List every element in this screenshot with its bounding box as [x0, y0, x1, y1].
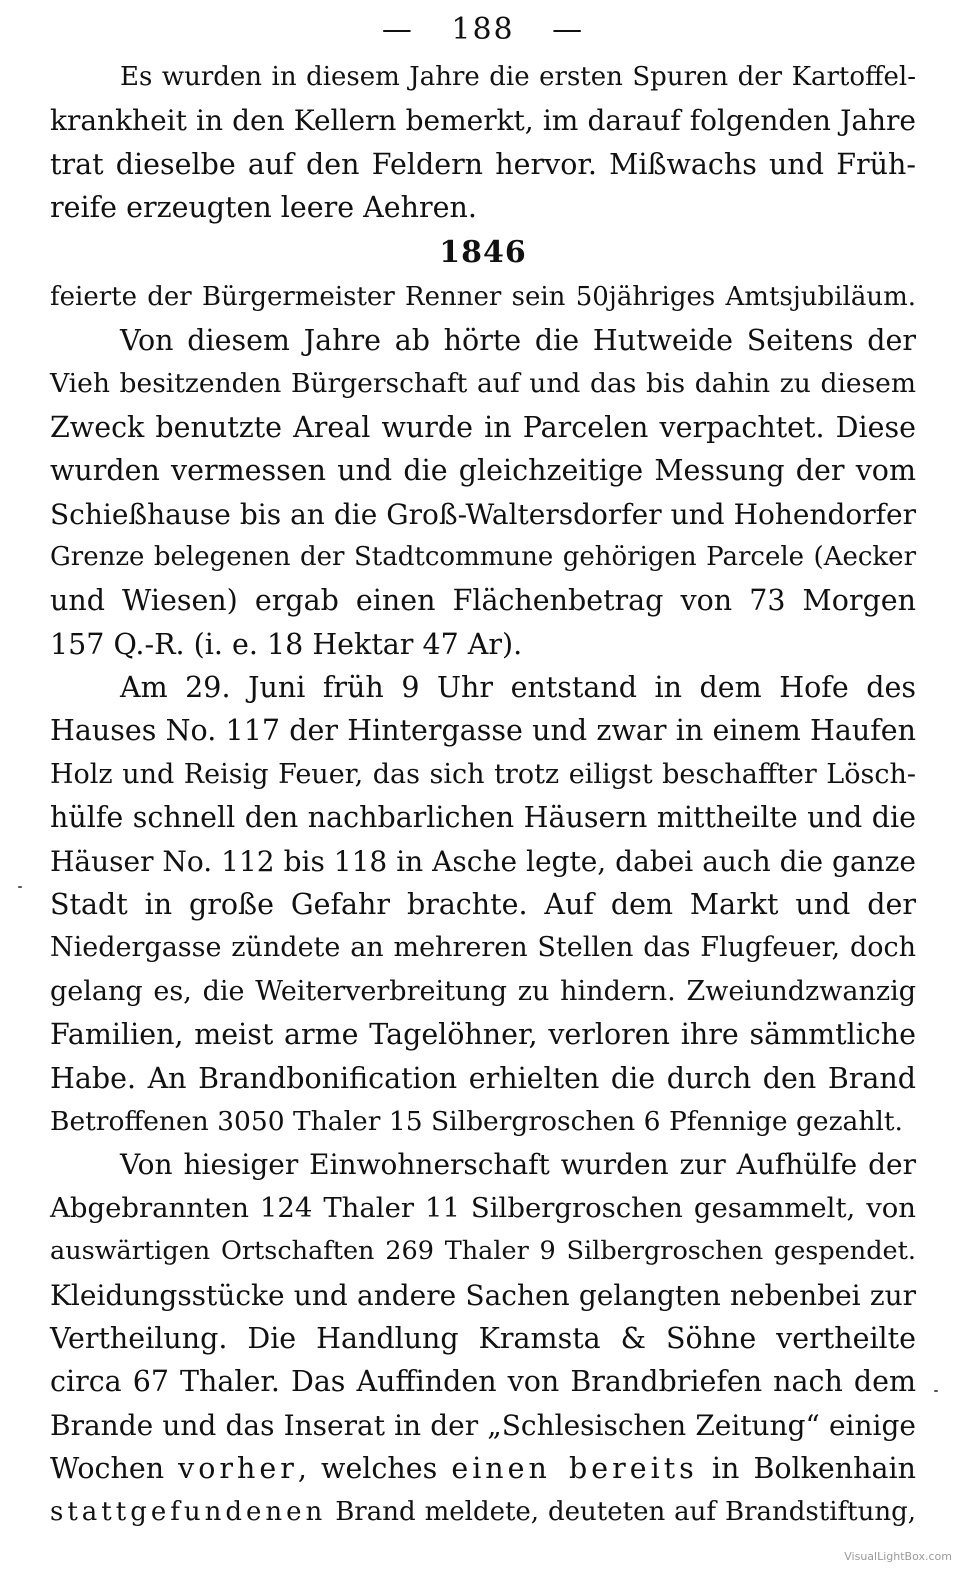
- text-line: Niedergasse zündete an mehreren Stellen das Flugfeuer, doch: [50, 932, 916, 964]
- emphasized-text: stattgefundenen: [50, 1496, 327, 1527]
- text-line: Brande und das Inserat in der „Schlesischen Zeitung“ einige: [50, 1408, 916, 1442]
- text-run: in Bolkenhain: [697, 1452, 916, 1486]
- emphasized-text: vorher: [178, 1452, 298, 1486]
- header-dash-left: —: [381, 12, 414, 47]
- text-line: Am 29. Juni früh 9 Uhr entstand in dem Hofe des: [120, 671, 916, 705]
- text-line: Kleidungsstücke und andere Sachen gelangten nebenbei zur: [50, 1278, 916, 1312]
- text-line: Grenze belegenen der Stadtcommune gehörigen Parcele (Aecker: [50, 541, 916, 572]
- text-line: und Wiesen) ergab einen Flächenbetrag von 73 Morgen: [50, 584, 916, 618]
- text-line: circa 67 Thaler. Das Auffinden von Brandbriefen nach dem: [50, 1365, 916, 1399]
- text-line: Vertheilung. Die Handlung Kramsta & Söhne vertheilte: [50, 1321, 916, 1355]
- paragraph-fire: [50, 666, 916, 1143]
- text-line: Vieh besitzenden Bürgerschaft auf und das bis dahin zu diesem: [50, 368, 916, 400]
- text-line: wurden vermessen und die gleichzeitige Messung der vom: [50, 454, 916, 488]
- text-line: Häuser No. 112 bis 118 in Asche legte, dabei auch die ganze: [50, 844, 916, 878]
- text-line: Stadt in große Gefahr brachte. Auf dem Markt und der: [50, 888, 916, 922]
- text-line: Abgebrannten 124 Thaler 11 Silbergroschen gesammelt, von: [50, 1191, 916, 1224]
- emphasized-text: einen bereits: [451, 1452, 698, 1486]
- scan-speck: [18, 886, 22, 888]
- text-run: Brand meldete, deuteten auf Brandstiftung,: [326, 1496, 916, 1527]
- text-line: feierte der Bürgermeister Renner sein 50jähriges Amtsjubiläum.: [50, 281, 916, 312]
- text-line: Zweck benutzte Areal wurde in Parcelen verpachtet. Diese: [50, 410, 916, 444]
- text-run: , welches: [297, 1452, 452, 1486]
- text-line: trat dieselbe auf den Feldern hervor. Mißwachs und Früh-: [50, 147, 916, 181]
- text-line: auswärtigen Ortschaften 269 Thaler 9 Silbergroschen gespendet.: [50, 1236, 916, 1267]
- paragraph-relief: [50, 1143, 916, 1534]
- text-line: 157 Q.-R. (i. e. 18 Hektar 47 Ar).: [50, 627, 523, 661]
- text-line: Es wurden in diesem Jahre die ersten Spuren der Kartoffel-: [120, 62, 916, 92]
- text-line: Von diesem Jahre ab hörte die Hutweide Seitens der: [120, 323, 916, 357]
- paragraph-jubilee: [50, 276, 916, 319]
- text-line: Habe. An Brandbonification erhielten die durch den Brand: [50, 1061, 916, 1095]
- book-page: [50, 4, 916, 1534]
- paragraph-potato-disease: [50, 56, 916, 230]
- text-line: Von hiesiger Einwohnerschaft wurden zur Aufhülfe der: [120, 1148, 916, 1182]
- text-line: Holz und Reisig Feuer, das sich trotz eiligst beschaffter Lösch-: [50, 758, 916, 790]
- watermark: VisualLightBox.com: [844, 1550, 952, 1563]
- text-line: Familien, meist arme Tagelöhner, verloren ihre sämmtliche: [50, 1018, 916, 1052]
- text-line: Schießhause bis an die Groß-Waltersdorfer und Hohendorfer: [50, 497, 916, 531]
- year-heading: 1846: [439, 234, 527, 270]
- header-dash-right: —: [552, 12, 585, 47]
- text-line: Hauses No. 117 der Hintergasse und zwar in einem Haufen: [50, 714, 916, 748]
- scan-speck: [934, 1390, 938, 1392]
- text-line: krankheit in den Kellern bemerkt, im darauf folgenden Jahre: [50, 104, 916, 138]
- text-line: gelang es, die Weiterverbreitung zu hindern. Zweiundzwanzig: [50, 975, 916, 1007]
- text-line: [50, 1447, 916, 1490]
- text-line: reife erzeugten leere Aehren.: [50, 191, 477, 225]
- text-line: Betroffenen 3050 Thaler 15 Silbergroschen 6 Pfennige gezahlt.: [50, 1105, 903, 1137]
- paragraph-pasture: [50, 319, 916, 666]
- text-run: Wochen: [50, 1452, 179, 1486]
- page-header: [50, 4, 916, 56]
- text-line: [50, 1491, 916, 1534]
- page-number: 188: [451, 12, 515, 47]
- text-line: hülfe schnell den nachbarlichen Häusern mittheilte und die: [50, 801, 916, 835]
